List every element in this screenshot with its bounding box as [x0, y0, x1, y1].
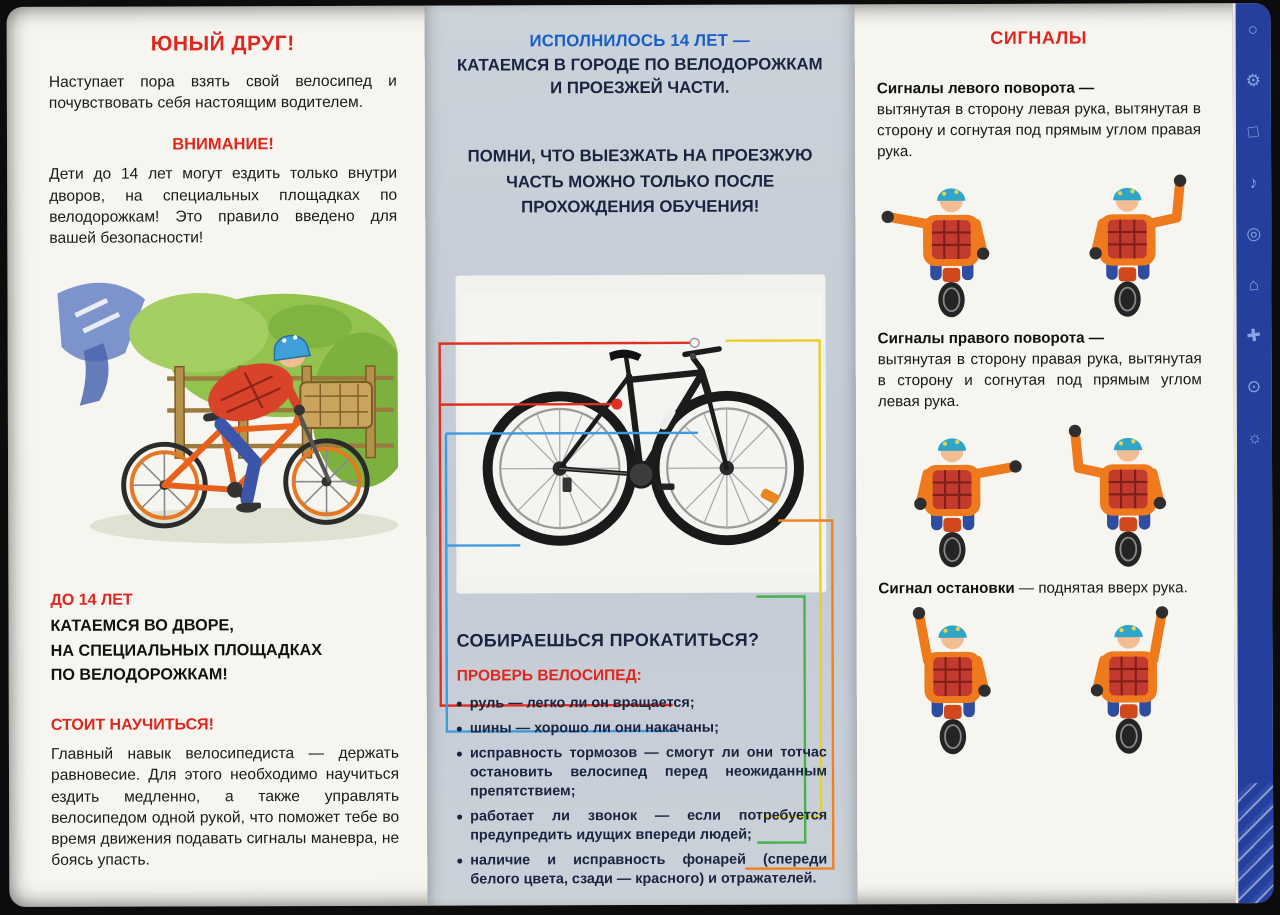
bicycle-photo	[455, 274, 826, 593]
checklist-item	[457, 693, 827, 713]
doodle-icon: ⚙	[1244, 70, 1263, 92]
doodle-icon: □	[1247, 121, 1260, 142]
right-turn-figure-arm-bent	[1057, 418, 1199, 568]
remember-heading: ПОМНИ, ЧТО ВЫЕЗЖАТЬ НА ПРОЕЗЖУЮ ЧАСТЬ МОЖНО ТОЛЬКО ПОСЛЕ ПРОХОЖДЕНИЯ ОБУЧЕНИЯ!	[467, 145, 813, 217]
checklist-item	[457, 743, 827, 801]
under14-line: ПО ВЕЛОДОРОЖКАМ!	[50, 665, 228, 684]
left-turn-text: вытянутая в сторону левая рука, вытянутая в сторону и согнутая под прямым углом правая рука.	[876, 100, 1202, 161]
left-turn-figure-arm-bent	[1056, 168, 1198, 318]
doodle-icon: ♪	[1248, 172, 1260, 193]
bike-checklist	[457, 693, 828, 889]
stop-figure-left-arm-up	[881, 606, 1023, 756]
bullet-icon	[457, 701, 462, 706]
attention-text: Дети до 14 лет могут ездить только внутри дворов, на специальных площадках по велодорожкам! Это правило введено для вашей безопасности!	[49, 165, 398, 247]
decorative-border-strip	[1233, 3, 1274, 903]
left-turn-label: Сигналы левого поворота —	[876, 79, 1095, 98]
right-turn-text: вытянутая в сторону правая рука, вытянутая в сторону и согнутая под прямым углом левая рука.	[877, 350, 1202, 411]
under14-line: КАТАЕМСЯ ВО ДВОРЕ,	[50, 616, 234, 636]
check-heading: ПРОВЕРЬ ВЕЛОСИПЕД:	[456, 666, 642, 685]
bullet-icon	[457, 751, 462, 756]
attention-heading: ВНИМАНИЕ!	[172, 135, 274, 154]
right-turn-figures	[878, 418, 1202, 569]
intro-text: Наступает пора взять свой велосипед и почувствовать себя настоящим водителем.	[48, 72, 397, 113]
stop-signal-figures	[878, 605, 1202, 756]
doodle-icon: ○	[1246, 19, 1260, 40]
panel-title: ЮНЫЙ ДРУГ!	[150, 32, 295, 56]
right-turn-figure-arm-extended	[881, 419, 1023, 569]
right-turn-paragraph	[878, 328, 1202, 413]
doodle-icon: ⌂	[1247, 274, 1261, 295]
checklist-item	[457, 806, 827, 845]
checklist-item	[457, 718, 827, 738]
stop-figure-right-arm-up	[1057, 605, 1199, 755]
doodle-icon: ✚	[1245, 325, 1263, 346]
learn-text: Главный навык велосипедиста — держать равновесие. Для этого необходимо научиться ездить медленно, а также управлять велосипедом одной рукой, что поможет тебе во время движения подавать сигналы маневра, не боясь упасть.	[50, 744, 400, 869]
stop-signal-label: Сигнал остановки	[878, 579, 1015, 598]
under14-rule	[50, 613, 398, 687]
age-heading: ИСПОЛНИЛОСЬ 14 ЛЕТ —	[529, 30, 750, 51]
learn-heading: СТОИТ НАУЧИТЬСЯ!	[50, 716, 215, 734]
bullet-icon	[457, 726, 462, 731]
doodle-icon: ◎	[1245, 223, 1263, 245]
checklist-item	[457, 850, 827, 889]
doodle-icon: ⊙	[1245, 376, 1263, 397]
signals-heading: СИГНАЛЫ	[990, 27, 1088, 48]
checklist-item-text: работает ли звонок — если потребуется предупредить идущих впереди людей;	[470, 807, 828, 844]
panel-young-friend	[19, 6, 428, 907]
child-cycling-illustration	[49, 260, 398, 561]
basket-illustration	[300, 382, 372, 428]
bullet-icon	[457, 859, 462, 864]
right-turn-label: Сигналы правого поворота —	[877, 329, 1105, 348]
checklist-item-text: шины — хорошо ли они накачаны;	[469, 719, 719, 737]
left-turn-figures	[877, 168, 1201, 319]
doodle-icon: ☼	[1245, 427, 1264, 449]
stop-signal-text: — поднятая вверх рука.	[1018, 579, 1188, 597]
panel-signals	[855, 3, 1230, 904]
brochure-scan-page	[7, 3, 1274, 907]
panel-14-years	[425, 4, 858, 905]
stop-signal-paragraph	[878, 578, 1202, 600]
left-turn-figure-arm-extended	[880, 169, 1022, 319]
checklist-item-text: руль — легко ли он вращается;	[469, 694, 695, 712]
under14-heading: ДО 14 ЛЕТ	[50, 591, 133, 610]
bullet-icon	[457, 815, 462, 820]
checklist-item-text: наличие и исправность фонарей (спереди белого цвета, сзади — красного) и отражателей.	[470, 851, 828, 888]
ride-heading: СОБИРАЕШЬСЯ ПРОКАТИТЬСЯ?	[456, 629, 760, 651]
checklist-item-text: исправность тормозов — смогут ли они тотчас остановить велосипед перед неожиданным препятствием;	[469, 744, 828, 800]
under14-line: НА СПЕЦИАЛЬНЫХ ПЛОЩАДКАХ	[50, 640, 323, 660]
left-turn-paragraph	[877, 78, 1201, 163]
age-subheading: КАТАЕМСЯ В ГОРОДЕ ПО ВЕЛОДОРОЖКАМ И ПРОЕЗЖЕЙ ЧАСТИ.	[456, 54, 823, 97]
